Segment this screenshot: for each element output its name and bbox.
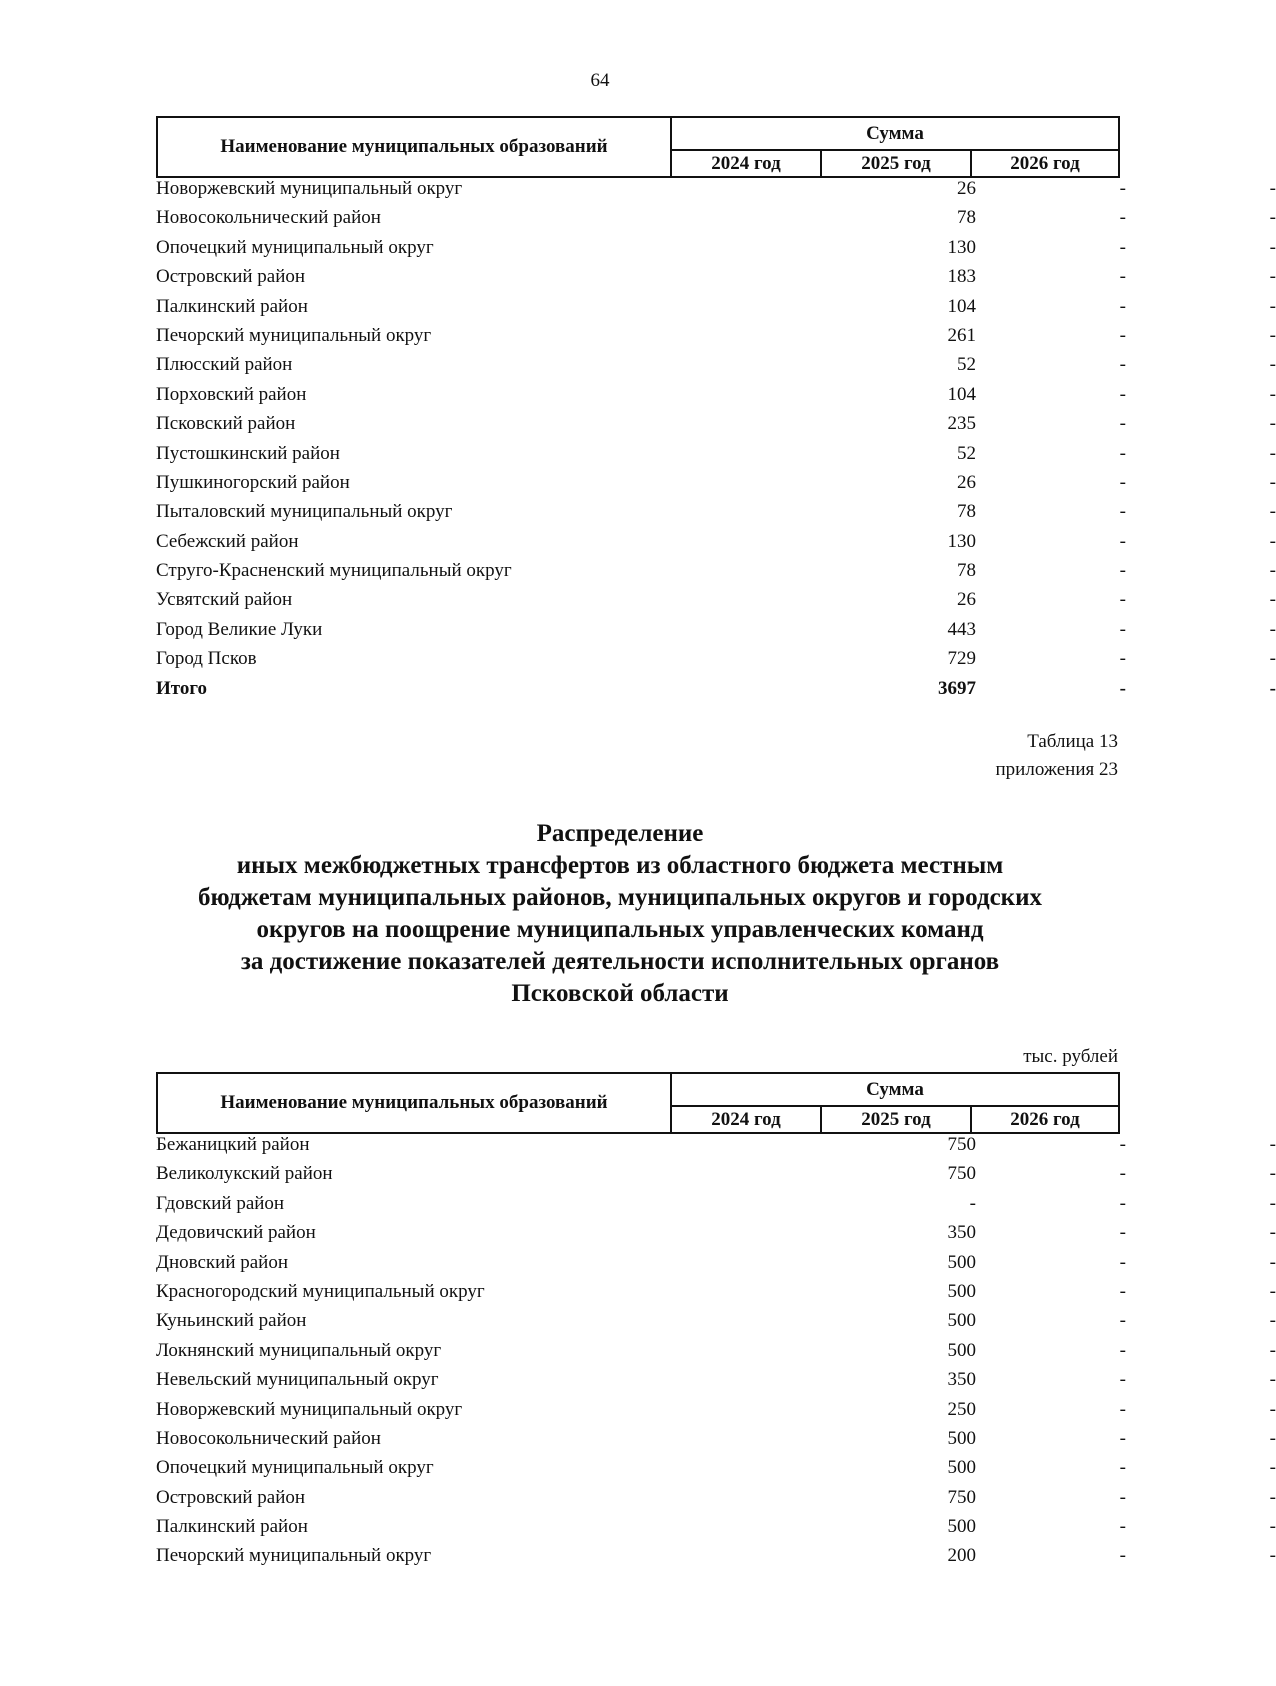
row-name: Пушкиногорский район [156,471,350,493]
value-2024: 443 [947,618,976,640]
row-name: Порховский район [156,383,307,405]
value-2026: - [1269,530,1276,552]
value-2026: - [1269,1457,1276,1479]
value-2026: - [1269,1427,1276,1449]
row-name: Дновский район [156,1251,289,1273]
total-2024: 3697 [938,677,976,699]
value-2024: 183 [947,266,976,288]
table-bottom-body [156,1134,1276,1575]
row-name: Гдовский район [156,1192,285,1214]
table-row [156,1516,1276,1545]
value-2025: - [1119,1310,1126,1332]
table-top-header [156,116,1120,178]
value-2025: - [1119,178,1126,199]
value-2024: 250 [947,1398,976,1420]
value-2026: - [1269,1192,1276,1214]
value-2024: 350 [947,1369,976,1391]
value-2024: 350 [947,1222,976,1244]
value-2026: - [1269,618,1276,640]
value-2026: - [1269,471,1276,493]
value-2025: - [1119,442,1126,464]
header-year-2026: 2026 год [1010,152,1080,174]
table-row [156,383,1276,413]
table-total-row [156,677,1276,707]
row-name: Бежаницкий район [156,1134,310,1155]
table-row [156,1339,1276,1369]
value-2025: - [1119,1516,1126,1538]
value-2026: - [1269,1486,1276,1508]
table-row [156,236,1276,266]
table-row [156,178,1276,207]
table-row [156,648,1276,677]
row-name: Город Великие Луки [156,618,323,640]
table-row [156,442,1276,472]
row-name: Себежский район [156,530,299,552]
value-2024: 200 [947,1545,976,1567]
value-2025: - [1119,560,1126,582]
header-name: Наименование муниципальных образований [158,1074,672,1132]
value-2024: 500 [947,1280,976,1302]
row-name: Новосокольнический район [156,1427,381,1449]
table-row [156,1486,1276,1516]
table-row [156,324,1276,354]
row-name: Новосокольнический район [156,207,381,229]
table-top [156,116,1276,707]
header-year-2024: 2024 год [672,1107,822,1132]
value-2024: 78 [957,501,976,523]
table-row [156,471,1276,501]
value-2025: - [1119,324,1126,346]
value-2026: - [1269,1545,1276,1567]
value-2026: - [1269,413,1276,435]
table-row [156,501,1276,530]
title-line: за достижение показателей деятельности исполнительных органов [240,948,1000,975]
row-name: Островский район [156,266,306,288]
value-2025: - [1119,648,1126,670]
value-2026: - [1269,501,1276,523]
header-name: Наименование муниципальных образований [158,118,672,176]
value-2024: 500 [947,1516,976,1538]
value-2024: 52 [957,442,976,464]
title-line: округов на поощрение муниципальных управленческих команд [256,916,984,943]
value-2024: 26 [957,471,976,493]
title-line: Псковской области [511,980,729,1007]
table-row [156,589,1276,618]
row-name: Палкинский район [156,295,308,317]
value-2025: - [1119,383,1126,405]
table-bottom-header [156,1072,1120,1134]
value-2026: - [1269,1398,1276,1420]
value-2024: 500 [947,1457,976,1479]
header-sum: Сумма [672,118,1118,151]
row-name: Невельский муниципальный округ [156,1369,439,1391]
value-2024: 130 [947,236,976,258]
value-2025: - [1119,1251,1126,1273]
caption-appendix: приложения 23 [995,759,1118,780]
value-2025: - [1119,1280,1126,1302]
value-2024: 729 [947,648,976,670]
header-year-2024: 2024 год [672,151,822,176]
value-2026: - [1269,1163,1276,1185]
table-row [156,1280,1276,1310]
value-2026: - [1269,648,1276,670]
value-2024: 78 [957,207,976,229]
value-2024: 26 [957,589,976,611]
value-2024: 104 [947,295,976,317]
value-2025: - [1119,354,1126,376]
table-row [156,1163,1276,1192]
table-row [156,530,1276,560]
header-year-2025: 2025 год [822,1107,972,1132]
value-2025: - [1119,1398,1126,1420]
value-2026: - [1269,1134,1276,1155]
value-2025: - [1119,1486,1126,1508]
value-2026: - [1269,295,1276,317]
table-row [156,1222,1276,1251]
table-bottom [156,1072,1276,1575]
row-name: Палкинский район [156,1516,308,1538]
value-2025: - [1119,1134,1126,1155]
row-name: Печорский муниципальный округ [156,324,432,346]
table-caption [996,728,1118,784]
value-2026: - [1269,207,1276,229]
table-row [156,560,1276,589]
value-2025: - [1119,1222,1126,1244]
value-2025: - [1119,1545,1126,1567]
document-title [120,818,1120,1010]
total-label: Итого [156,677,208,699]
table-row [156,1310,1276,1339]
title-line: Распределение [536,820,704,847]
value-2026: - [1269,1516,1276,1538]
row-name: Пустошкинский район [156,442,340,464]
value-2025: - [1119,1163,1126,1185]
value-2025: - [1119,471,1126,493]
value-2026: - [1269,178,1276,199]
value-2026: - [1269,324,1276,346]
table-row [156,1398,1276,1428]
row-name: Островский район [156,1486,306,1508]
value-2026: - [1269,383,1276,405]
table-row [156,354,1276,383]
value-2024: 500 [947,1427,976,1449]
value-2024: 26 [957,178,976,199]
value-2026: - [1269,1251,1276,1273]
value-2024: 750 [947,1486,976,1508]
value-2024: 104 [947,383,976,405]
value-2025: - [1119,530,1126,552]
row-name: Дедовичский район [156,1222,316,1244]
table-row [156,1134,1276,1163]
table-top-body [156,178,1276,707]
table-row [156,1192,1276,1222]
table-row [156,207,1276,236]
value-2024: 500 [947,1251,976,1273]
value-2026: - [1269,1369,1276,1391]
value-2025: - [1119,1369,1126,1391]
value-2024: 235 [947,413,976,435]
row-name: Новоржевский муниципальный округ [156,178,463,199]
value-2025: - [1119,1339,1126,1361]
total-2025: - [1119,677,1126,699]
table-row [156,1369,1276,1398]
title-line: бюджетам муниципальных районов, муниципальных округов и городских [197,884,1042,911]
value-2026: - [1269,236,1276,258]
unit-label: тыс. рублей [1023,1046,1118,1067]
table-row [156,266,1276,295]
caption-table-number: Таблица 13 [1027,731,1118,752]
value-2024: 130 [947,530,976,552]
value-2026: - [1269,1339,1276,1361]
value-2025: - [1119,1457,1126,1479]
row-name: Локнянский муниципальный округ [156,1339,442,1361]
value-2025: - [1119,1427,1126,1449]
value-2025: - [1119,1192,1126,1214]
value-2024: 500 [947,1310,976,1332]
title-line: иных межбюджетных трансфертов из областного бюджета местным [236,852,1004,879]
page-number: 64 [590,70,610,91]
header-sum: Сумма [672,1074,1118,1107]
row-name: Великолукский район [156,1163,333,1185]
value-2025: - [1119,589,1126,611]
row-name: Псковский район [156,413,296,435]
row-name: Печорский муниципальный округ [156,1545,432,1567]
table-row [156,1457,1276,1486]
value-2025: - [1119,295,1126,317]
value-2024: 750 [947,1163,976,1185]
header-year-2026: 2026 год [1010,1108,1080,1130]
value-2024: 500 [947,1339,976,1361]
value-2026: - [1269,1280,1276,1302]
row-name: Город Псков [156,648,257,670]
row-name: Куньинский район [156,1310,307,1332]
value-2024: 78 [957,560,976,582]
row-name: Плюсский район [156,354,293,376]
table-row [156,413,1276,442]
header-year-2025: 2025 год [822,151,972,176]
value-2026: - [1269,442,1276,464]
value-2025: - [1119,501,1126,523]
value-2026: - [1269,354,1276,376]
table-row [156,1545,1276,1574]
value-2026: - [1269,1222,1276,1244]
value-2026: - [1269,1310,1276,1332]
table-row [156,1251,1276,1281]
row-name: Опочецкий муниципальный округ [156,1457,434,1479]
value-2024: 261 [947,324,976,346]
value-2024: - [969,1192,976,1214]
value-2025: - [1119,618,1126,640]
value-2024: 750 [947,1134,976,1155]
value-2025: - [1119,207,1126,229]
value-2024: 52 [957,354,976,376]
row-name: Струго-Красненский муниципальный округ [156,560,512,582]
row-name: Новоржевский муниципальный округ [156,1398,463,1420]
row-name: Усвятский район [156,589,293,611]
row-name: Пыталовский муниципальный округ [156,501,453,523]
row-name: Опочецкий муниципальный округ [156,236,434,258]
value-2026: - [1269,266,1276,288]
table-row [156,618,1276,648]
total-2026: - [1269,677,1276,699]
table-row [156,1427,1276,1457]
value-2025: - [1119,266,1126,288]
value-2025: - [1119,413,1126,435]
value-2026: - [1269,589,1276,611]
value-2025: - [1119,236,1126,258]
table-row [156,295,1276,325]
value-2026: - [1269,560,1276,582]
row-name: Красногородский муниципальный округ [156,1280,485,1302]
